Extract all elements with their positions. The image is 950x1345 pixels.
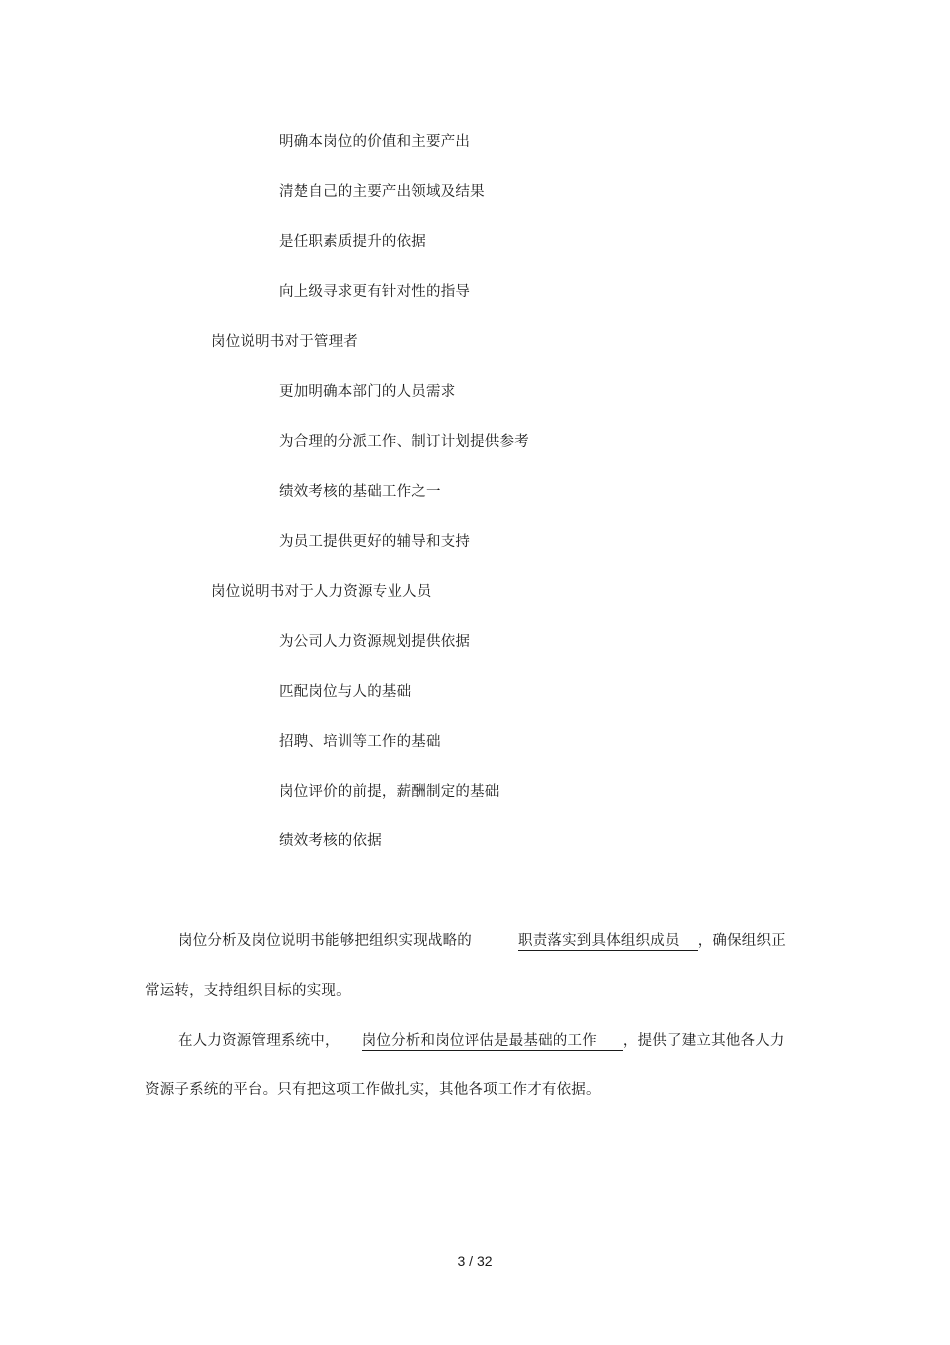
paragraph-text: 岗位分析及岗位说明书能够把组织实现战略的	[178, 933, 472, 949]
list-item: 是任职素质提升的依据	[279, 234, 426, 250]
list-item: 绩效考核的基础工作之一	[279, 484, 441, 500]
paragraph-line: 常运转，支持组织目标的实现。	[145, 983, 351, 999]
fill-in-blank: 岗位分析和岗位评估是最基础的工作	[362, 1032, 623, 1051]
list-item: 清楚自己的主要产出领域及结果	[279, 184, 485, 200]
list-item: 为员工提供更好的辅导和支持	[279, 534, 471, 550]
paragraph-line	[178, 931, 786, 951]
list-item: 岗位评价的前提，薪酬制定的基础	[279, 784, 500, 800]
page-number: 3 / 32	[457, 1253, 493, 1269]
list-item: 匹配岗位与人的基础	[279, 684, 412, 700]
list-item: 招聘、培训等工作的基础	[279, 734, 441, 750]
list-heading: 岗位说明书对于管理者	[211, 334, 358, 350]
paragraph-line	[178, 1031, 785, 1051]
list-item: 为公司人力资源规划提供依据	[279, 634, 471, 650]
list-item: 明确本岗位的价值和主要产出	[279, 134, 471, 150]
paragraph-text: 在人力资源管理系统中，	[178, 1033, 340, 1049]
paragraph-line: 资源子系统的平台。只有把这项工作做扎实，其他各项工作才有依据。	[145, 1082, 601, 1098]
list-heading: 岗位说明书对于人力资源专业人员	[211, 584, 432, 600]
list-item: 为合理的分派工作、制订计划提供参考	[279, 434, 529, 450]
list-item: 更加明确本部门的人员需求	[279, 384, 456, 400]
paragraph-text: ，提供了建立其他各人力	[622, 1033, 785, 1049]
list-item: 绩效考核的依据	[279, 833, 382, 849]
list-item: 向上级寻求更有针对性的指导	[279, 284, 471, 300]
paragraph-text: ，确保组织正	[697, 933, 786, 949]
fill-in-blank: 职责落实到具体组织成员	[518, 932, 698, 951]
